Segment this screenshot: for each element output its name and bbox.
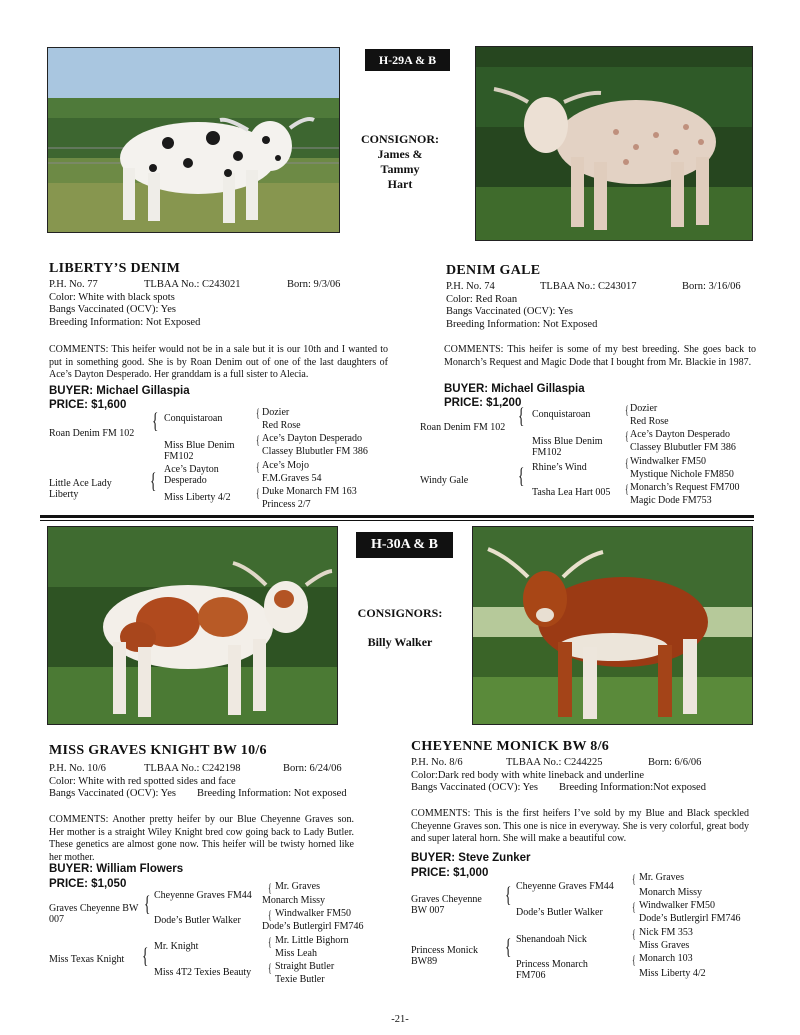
animal-info — [411, 757, 756, 795]
animal-info — [49, 763, 379, 801]
pedigree-ssd: Monarch Missy — [639, 887, 703, 898]
pedigree-sds: Ace’s Dayton Desperado — [262, 433, 362, 444]
bangs-line: Bangs Vaccinated (OCV): Yes — [446, 306, 573, 317]
consignor-line: Tammy — [380, 162, 420, 176]
section-divider — [40, 520, 754, 521]
page-number: -21- — [391, 1014, 409, 1025]
pedigree-dss: Ace’s Mojo — [262, 460, 309, 471]
animal-name: DENIM GALE — [446, 263, 541, 278]
animal-info — [49, 279, 389, 329]
tlbaa-number: TLBAA No.: C243021 — [144, 279, 241, 290]
pedigree-dd: Miss 4T2 Texies Beauty — [154, 967, 252, 978]
brace: { — [152, 408, 159, 433]
pedigree-dds: Duke Monarch FM 163 — [262, 486, 357, 497]
tlbaa-number: TLBAA No.: C242198 — [144, 763, 241, 774]
pedigree-sds: Ace’s Dayton Desperado — [630, 429, 730, 440]
born-date: Born: 3/16/06 — [682, 281, 741, 292]
pedigree-sdd: Classey Blubutler FM 386 — [630, 442, 736, 453]
pedigree-dsd: Miss Leah — [275, 948, 317, 959]
bangs-line: Bangs Vaccinated (OCV): Yes — [49, 304, 176, 315]
brace: { — [268, 880, 272, 895]
comments: COMMENTS: This is the first heifers I’ve sold by my Blue and Black speckled Cheyenne Graves son. This one is nice in everyway. She is very colorful, great body and super lateral horn. She will make a beautiful cow. — [411, 808, 749, 844]
breeding-line: Breeding Information: Not Exposed — [446, 318, 598, 330]
pedigree-dam: Windy Gale — [420, 475, 469, 486]
born-date: Born: 6/24/06 — [283, 763, 342, 774]
pedigree-ds: Ace’s Dayton Desperado — [164, 464, 219, 486]
comments: COMMENTS: This heifer is some of my best breeding. She goes back to Monarch’s Request and Magic Dode that I bought from Mr. Blackie in 1987. — [444, 344, 756, 368]
pedigree-sire: Graves Cheyenne BW 007 — [49, 903, 139, 925]
pedigree-ss: Conquistaroan — [164, 413, 223, 424]
animal-name: MISS GRAVES KNIGHT BW 10/6 — [49, 743, 267, 758]
pedigree-dd: Tasha Lea Hart 005 — [532, 487, 611, 498]
tlbaa-number: TLBAA No.: C243017 — [540, 281, 637, 292]
pedigree-dam: Princess Monick BW89 — [411, 945, 478, 967]
pedigree-ssd: Red Rose — [262, 420, 301, 431]
lot-badge-h29: H-29A & B — [365, 49, 450, 71]
tlbaa-number: TLBAA No.: C244225 — [506, 757, 603, 768]
pedigree-sss: Dozier — [630, 403, 658, 414]
ph-number: P.H. No. 10/6 — [49, 763, 106, 774]
consignor-line: Billy Walker — [367, 635, 433, 649]
pedigree-sss: Mr. Graves — [275, 881, 320, 892]
color-line: Color: Red Roan — [446, 293, 518, 305]
pedigree-ssd: Monarch Missy — [262, 895, 326, 906]
brace: { — [632, 871, 636, 886]
pedigree-ss: Conquistaroan — [532, 409, 591, 420]
photo-cheyenne-monick — [472, 526, 753, 725]
pedigree-dds: Monarch’s Request FM700 — [630, 482, 740, 493]
brace: { — [625, 481, 629, 496]
pedigree-ddd: Magic Dode FM753 — [630, 495, 712, 506]
pedigree-ss: Cheyenne Graves FM44 — [154, 890, 252, 901]
pedigree-dam: Miss Texas Knight — [49, 954, 125, 965]
pedigree-dd: Miss Liberty 4/2 — [164, 492, 231, 503]
pedigree-sire: Roan Denim FM 102 — [49, 428, 135, 439]
color-line: Color:Dark red body with white lineback and underline — [411, 769, 644, 781]
pedigree-sss: Dozier — [262, 407, 290, 418]
section-divider — [40, 515, 754, 518]
pedigree-ssd: Red Rose — [630, 416, 669, 427]
color-line: Color: White with black spots — [49, 291, 175, 303]
pedigree-sire: Graves Cheyenne BW 007 — [411, 894, 482, 916]
pedigree-dsd: Mystique Nichole FM850 — [630, 469, 734, 480]
pedigree-ds: Rhine’s Wind — [532, 462, 587, 473]
pedigree-ss: Cheyenne Graves FM44 — [516, 881, 614, 892]
consignor-block-h29 — [350, 132, 450, 192]
pedigree-dss: Mr. Little Bighorn — [275, 935, 349, 946]
pedigree-ddd: Princess 2/7 — [262, 499, 311, 510]
brace: { — [518, 463, 525, 488]
brace: { — [268, 907, 272, 922]
pedigree-sds: Windwalker FM50 — [639, 900, 715, 911]
pedigree-sd: Dode’s Butler Walker — [154, 915, 241, 926]
brace: { — [268, 934, 272, 949]
brace: { — [256, 459, 260, 474]
born-date: Born: 9/3/06 — [287, 279, 341, 290]
price: PRICE: $1,050 — [49, 878, 127, 890]
pedigree-sd: Dode’s Butler Walker — [516, 907, 603, 918]
brace: { — [625, 402, 629, 417]
brace: { — [632, 952, 636, 967]
photo-denim-gale — [475, 46, 753, 241]
animal-name: CHEYENNE MONICK BW 8/6 — [411, 739, 610, 754]
pedigree-sd: Miss Blue Denim FM102 — [164, 440, 235, 462]
pedigree-dd: Princess Monarch FM706 — [516, 959, 588, 981]
brace: { — [625, 455, 629, 470]
born-date: Born: 6/6/06 — [648, 757, 702, 768]
consignor-line: Hart — [387, 177, 413, 191]
bangs-line: Bangs Vaccinated (OCV): Yes — [411, 782, 538, 793]
comments: COMMENTS: This heifer would not be in a sale but it is our 10th and I wanted to put in something good. She is by Roan Denim out of one of the last daughters of Ace’s Dayton Desperado. Her granddam is a full sister to Alecia. — [49, 344, 388, 380]
pedigree-dsd: Miss Graves — [639, 940, 690, 951]
consignor-label: CONSIGNORS: — [357, 606, 443, 620]
comments: COMMENTS: Another pretty heifer by our Blue Cheyenne Graves son. Her mother is a straight Wiley Knight bred cow going back to Lady Butler. These genetics are almost gone now. This heifer will be twisty horned like her mother. — [49, 814, 354, 863]
brace: { — [632, 899, 636, 914]
breeding-line: Breeding Information: Not Exposed — [49, 316, 201, 328]
lot-badge-h30: H-30A & B — [356, 532, 453, 558]
pedigree-dss: Nick FM 353 — [639, 927, 693, 938]
buyer: BUYER: Michael Gillaspia — [444, 383, 585, 395]
brace: { — [142, 943, 149, 968]
pedigree-sdd: Dode’s Butlergirl FM746 — [639, 913, 741, 924]
brace: { — [144, 891, 151, 916]
pedigree-dam: Little Ace Lady Liberty — [49, 478, 112, 500]
pedigree-dss: Windwalker FM50 — [630, 456, 706, 467]
price: PRICE: $1,000 — [411, 867, 489, 879]
pedigree-dds: Monarch 103 — [639, 953, 693, 964]
pedigree-dds: Straight Butler — [275, 961, 335, 972]
brace: { — [632, 926, 636, 941]
ph-number: P.H. No. 77 — [49, 279, 98, 290]
brace: { — [518, 403, 525, 428]
price: PRICE: $1,200 — [444, 397, 522, 409]
color-line: Color: White with red spotted sides and face — [49, 775, 236, 787]
breeding-line: Breeding Information: Not exposed — [197, 788, 347, 799]
brace: { — [150, 468, 157, 493]
consignor-label: CONSIGNOR: — [360, 132, 439, 146]
pedigree-sd: Miss Blue Denim FM102 — [532, 436, 603, 458]
brace: { — [256, 485, 260, 500]
brace: { — [256, 405, 260, 420]
pedigree-ds: Shenandoah Nick — [516, 934, 587, 945]
consignor-line: James & — [377, 147, 423, 161]
price: PRICE: $1,600 — [49, 399, 127, 411]
brace: { — [505, 882, 512, 907]
consignor-block-h30 — [340, 606, 460, 650]
pedigree-ddd: Texie Butler — [275, 974, 325, 985]
pedigree-dsd: F.M.Graves 54 — [262, 473, 322, 484]
ph-number: P.H. No. 74 — [446, 281, 495, 292]
buyer: BUYER: William Flowers — [49, 863, 184, 875]
brace: { — [268, 960, 272, 975]
pedigree-sdd: Dode’s Butlergirl FM746 — [262, 921, 364, 932]
pedigree-sire: Roan Denim FM 102 — [420, 422, 506, 433]
buyer: BUYER: Steve Zunker — [411, 852, 531, 864]
pedigree-sds: Windwalker FM50 — [275, 908, 351, 919]
bangs-line: Bangs Vaccinated (OCV): Yes — [49, 788, 176, 799]
ph-number: P.H. No. 8/6 — [411, 757, 463, 768]
photo-miss-graves-knight — [47, 526, 338, 725]
animal-name: LIBERTY’S DENIM — [49, 261, 181, 276]
pedigree-ds: Mr. Knight — [154, 941, 199, 952]
brace: { — [625, 428, 629, 443]
breeding-line: Breeding Information:Not exposed — [559, 782, 706, 793]
pedigree-ddd: Miss Liberty 4/2 — [639, 968, 706, 979]
animal-info — [446, 281, 756, 331]
pedigree-sdd: Classey Blubutler FM 386 — [262, 446, 368, 457]
brace: { — [505, 934, 512, 959]
photo-liberty-denim — [47, 47, 340, 233]
buyer: BUYER: Michael Gillaspia — [49, 385, 190, 397]
brace: { — [256, 432, 260, 447]
pedigree-sss: Mr. Graves — [639, 872, 684, 883]
